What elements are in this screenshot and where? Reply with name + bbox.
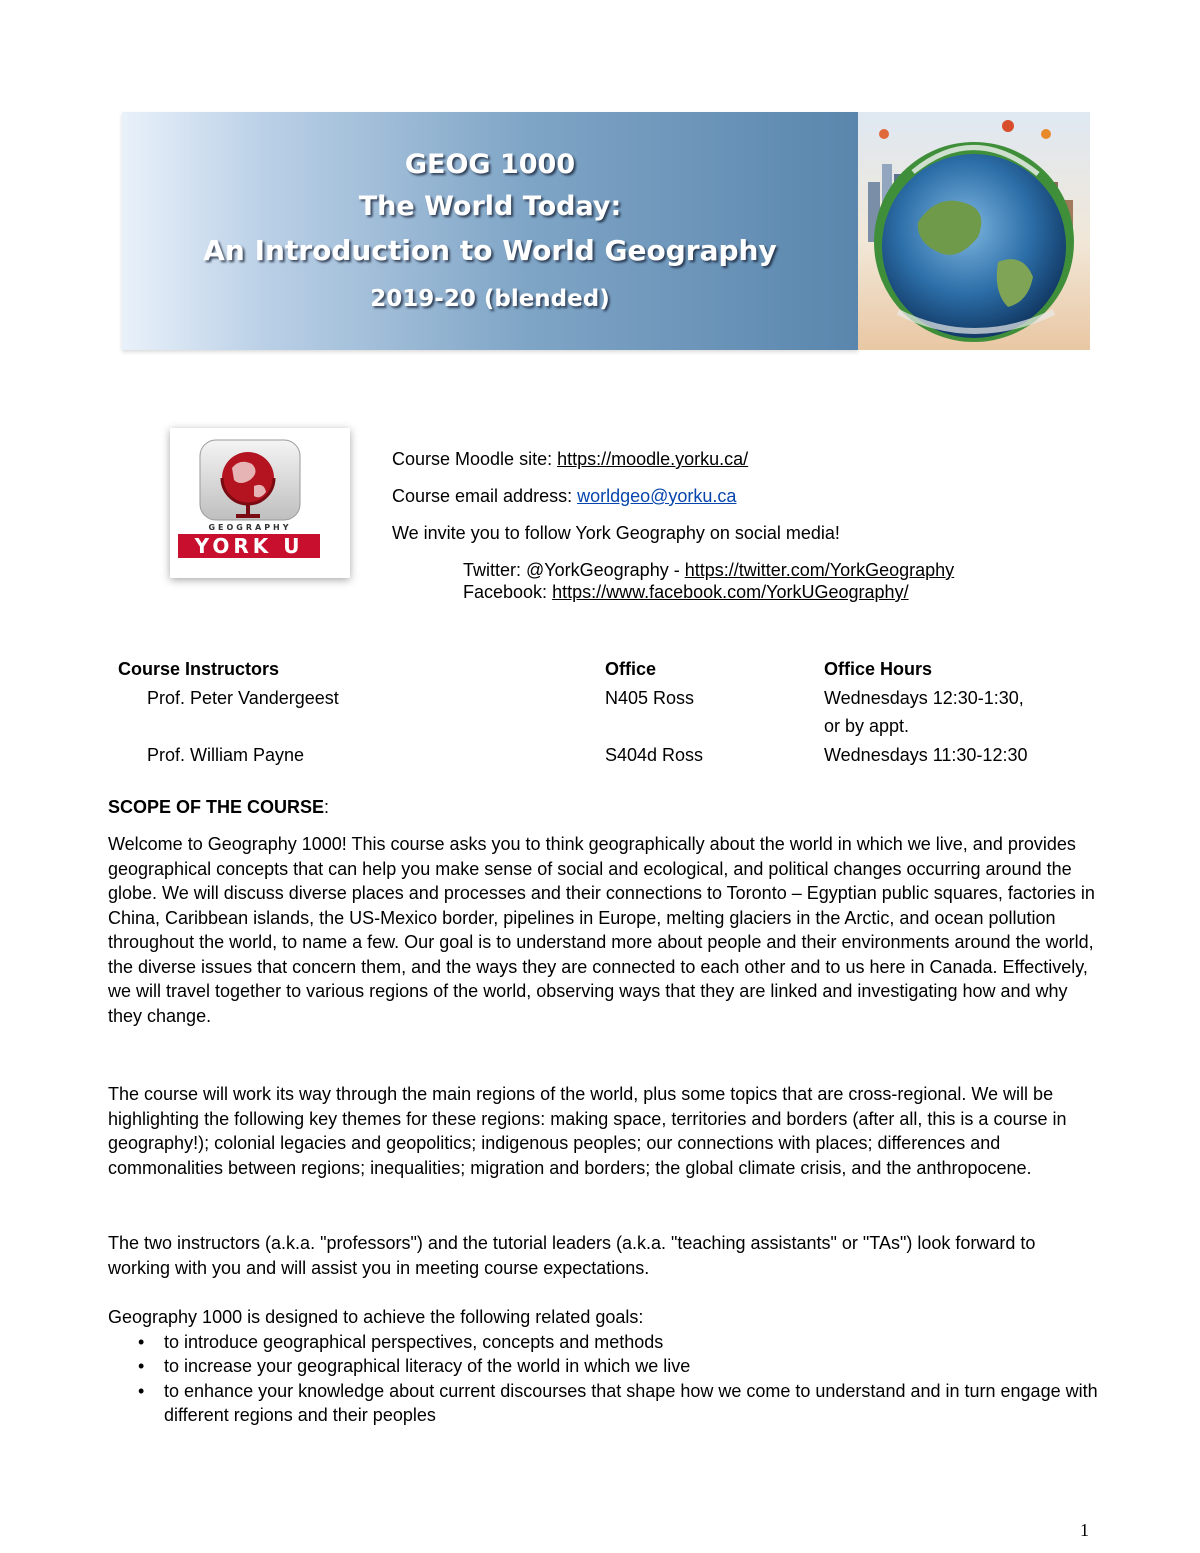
goal-text: to introduce geographical perspectives, concepts and methods [164,1331,664,1352]
bullet: • [138,1331,145,1352]
goals-section [108,1305,1098,1428]
course-title-banner [122,112,858,350]
email-line [392,485,736,507]
goal-item [138,1330,1098,1355]
logo-small-text: GEOGRAPHY [208,523,292,532]
facebook-line [463,581,954,603]
course-title-line1: The World Today: [358,191,622,222]
goal-item [138,1354,1098,1379]
instructor-hours-extra: or by appt. [824,716,910,736]
email-link[interactable]: worldgeo@yorku.ca [577,486,737,506]
moodle-link[interactable]: https://moodle.yorku.ca/ [557,449,749,469]
goals-list [108,1330,1098,1428]
course-title-line2: An Introduction to World Geography [203,234,777,267]
bullet: • [138,1356,145,1376]
globe-image [858,112,1090,350]
scope-heading-text: SCOPE OF THE COURSE [108,797,325,817]
goals-intro: Geography 1000 is designed to achieve the following related goals: [108,1307,644,1327]
instructor-hours: Wednesdays 12:30-1:30, [824,688,1024,708]
office-header: Office [605,659,657,679]
bullet: • [138,1380,145,1401]
goal-text: to increase your geographical literacy of the world in which we live [164,1356,691,1376]
twitter-line [463,559,954,581]
facebook-link[interactable]: https://www.facebook.com/YorkUGeography/ [552,582,909,602]
scope-heading-colon: : [324,797,330,817]
email-label: Course email address: [392,486,578,506]
york-geography-logo [170,428,350,578]
facebook-label: Facebook: [463,582,553,602]
instructors-header: Course Instructors [118,659,280,679]
logo-big-text: YORK U [194,534,304,558]
course-year: 2019-20 (blended) [370,286,610,312]
moodle-line [392,448,748,470]
scope-paragraph-1: Welcome to Geography 1000! This course asks you to think geographically about the world in which we live, and provides geographical concepts that can help you make sense of social and ecological, and political changes occurring around the globe. We will discuss diverse places and processes and their connections to Toronto – Egyptian public squares, factories in China, Caribbean islands, the US-Mexico border, pipelines in Europe, melting glaciers in the Arctic, and ocean pollution throughout the world, to name a few. Our goal is to understand more about people and their environments around the world, the diverse issues that concern them, and the ways they are connected to each other and to us here in Canada. Effectively, we will travel together to various regions of the world, observing ways that they are linked and investigating how and why they change. [108,834,1095,1026]
goal-item [138,1379,1098,1428]
instructor-name: Prof. William Payne [147,745,305,765]
course-code: GEOG 1000 [404,149,576,180]
twitter-label: Twitter: @YorkGeography - [463,560,685,580]
scope-paragraph-3: The two instructors (a.k.a. "professors") and the tutorial leaders (a.k.a. "teaching assistants" or "TAs") look forward to working with you and will assist you in meeting course expectations. [108,1233,1036,1278]
page-number: 1 [1080,1520,1089,1540]
twitter-link[interactable]: https://twitter.com/YorkGeography [684,560,955,580]
instructor-office: S404d Ross [605,745,704,765]
social-invite: We invite you to follow York Geography on social media! [392,523,840,543]
scope-paragraph-2: The course will work its way through the main regions of the world, plus some topics that are cross-regional. We will be highlighting the following key themes for these regions: making space, territories and borders (after all, this is a course in geography!); colonial legacies and geopolitics; indigenous peoples; our connections with places; differences and commonalities between regions; inequalities; migration and borders; the global climate crisis, and the anthropocene. [108,1084,1067,1178]
scope-heading [108,797,329,818]
office-hours-header: Office Hours [824,659,933,679]
instructor-hours: Wednesdays 11:30-12:30 [824,745,1028,765]
instructor-name: Prof. Peter Vandergeest [147,688,339,708]
moodle-label: Course Moodle site: [392,449,558,469]
instructor-office: N405 Ross [605,688,695,708]
goal-text: to enhance your knowledge about current discourses that shape how we come to understand and in turn engage with different regions and their peoples [164,1380,1098,1425]
social-links [463,559,954,603]
